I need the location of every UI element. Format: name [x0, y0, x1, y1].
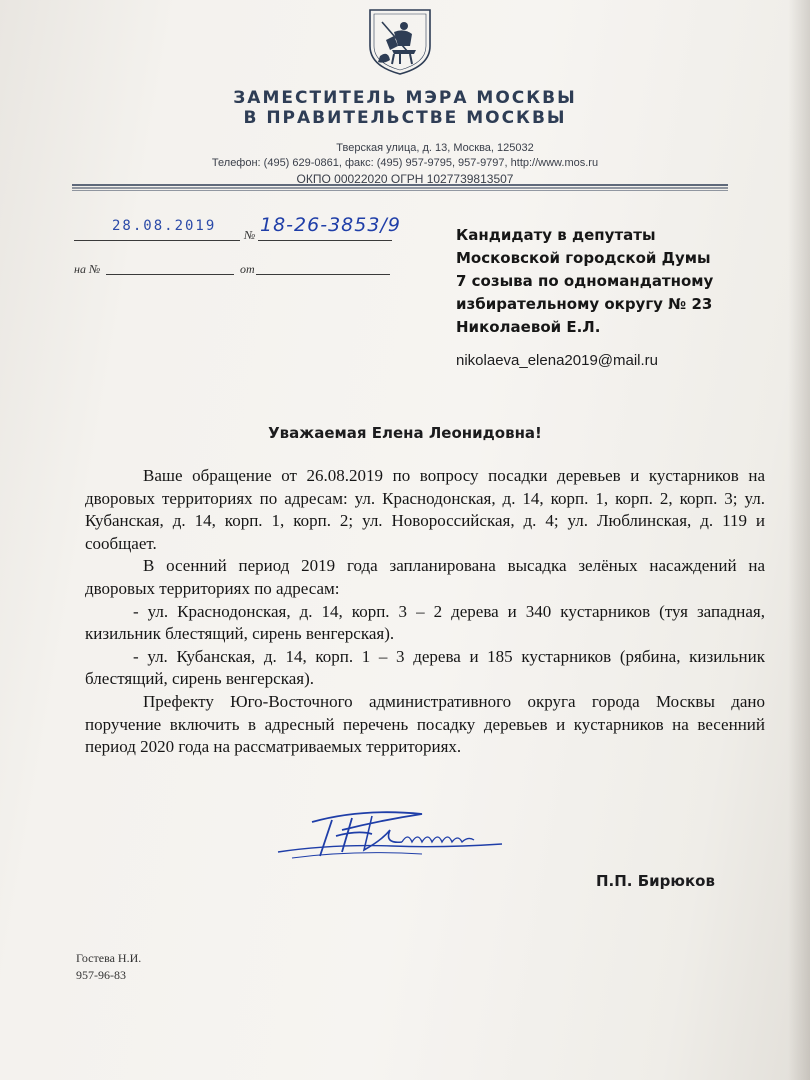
from-underline: [256, 274, 390, 275]
org-title-line1: ЗАМЕСТИТЕЛЬ МЭРА МОСКВЫ: [233, 88, 577, 108]
moscow-coat-of-arms-icon: [364, 6, 436, 76]
reference-underline: [106, 274, 234, 275]
addressee-line: Московской городской Думы: [456, 249, 711, 267]
org-address: Тверская улица, д. 13, Москва, 125032: [336, 142, 534, 154]
addressee-block: [456, 224, 713, 339]
header-rule: [72, 184, 728, 192]
registration-number: 18-26-3853/9: [260, 214, 401, 236]
addressee-line: избирательному округу № 23: [456, 295, 713, 313]
org-title-line2: В ПРАВИТЕЛЬСТВЕ МОСКВЫ: [243, 108, 567, 128]
greeting: Уважаемая Елена Леонидовна!: [268, 424, 542, 442]
org-contacts: Телефон: (495) 629-0861, факс: (495) 957-9795, 957-9797, http://www.mos.ru: [211, 157, 599, 169]
addressee-line: Николаевой Е.Л.: [456, 318, 601, 336]
handwritten-signature: [272, 800, 522, 870]
reference-label: на №: [74, 262, 101, 276]
signer-name: П.П. Бирюков: [596, 872, 715, 890]
paragraph: Префекту Юго-Восточного административного округа города Москвы дано поручение включить в адресный перечень посадку деревьев и кустарников на весенний период 2020 года на рассматриваемых территориях.: [85, 691, 765, 757]
executor-footer: [76, 950, 141, 984]
addressee-line: Кандидату в депутаты: [456, 226, 656, 244]
org-codes: ОКПО 00022020 ОГРН 1027739813507: [296, 172, 514, 186]
addressee-line: 7 созыва по одномандатному: [456, 272, 714, 290]
addressee-email: nikolaeva_elena2019@mail.ru: [456, 352, 659, 369]
number-label: №: [244, 228, 256, 242]
executor-name: Гостева Н.И.: [76, 951, 142, 965]
paragraph: - ул. Краснодонская, д. 14, корп. 3 – 2 дерева и 340 кустарников (туя западная, кизильник блестящий, сирень венгерская).: [85, 601, 765, 644]
executor-phone: 957-96-83: [76, 968, 126, 982]
from-label: от: [240, 262, 255, 276]
paragraph: В осенний период 2019 года запланирована высадка зелёных насаждений на дворовых территориях по адресам:: [85, 556, 765, 598]
registration-date-stamp: 28.08.2019: [112, 218, 217, 234]
date-underline: [74, 240, 240, 241]
number-underline: [258, 240, 392, 241]
letter-body: [85, 465, 765, 759]
paragraph: Ваше обращение от 26.08.2019 по вопросу посадки деревьев и кустарников на дворовых территориях по адресам: ул. Краснодонская, д. 14, корп. 1, корп. 2, корп. 3; ул. Кубанская, д. 14, корп. 1, корп. 2; ул. Новороссийская, д. 4; ул. Люблинская, д. 119 и сообщает.: [85, 466, 765, 553]
paragraph: - ул. Кубанская, д. 14, корп. 1 – 3 дерева и 185 кустарников (рябина, кизильник блестящий, сирень венгерская).: [85, 646, 765, 689]
